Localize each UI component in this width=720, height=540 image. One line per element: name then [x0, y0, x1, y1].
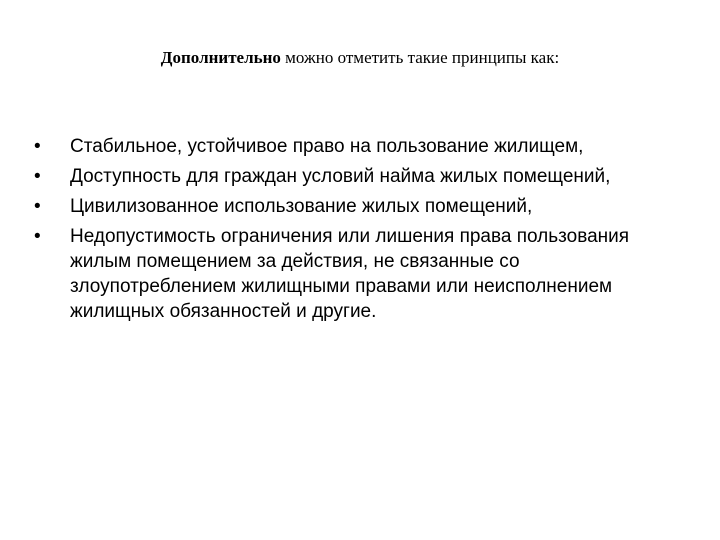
- bullet-text: Стабильное, устойчивое право на пользование жилищем,: [70, 136, 584, 157]
- bullet-item-3: [0, 194, 720, 219]
- bullet-icon: •: [34, 166, 41, 187]
- bullet-text: Недопустимость ограничения или лишения права пользования жилым помещением за действия, не связанные со злоупотреблением жилищными правами или неисполнением жилищных обязанностей и другие.: [70, 226, 630, 322]
- slide-title-bold: Дополнительно: [160, 48, 281, 67]
- bullet-item-2: [0, 164, 720, 189]
- bullet-item-4: [0, 224, 720, 324]
- bullet-text: Доступность для граждан условий найма жилых помещений,: [70, 166, 611, 187]
- bullet-list: [0, 134, 720, 329]
- bullet-item-1: [0, 134, 720, 159]
- slide-title-rest: можно отметить такие принципы как:: [280, 48, 560, 67]
- bullet-icon: •: [34, 226, 41, 247]
- bullet-icon: •: [34, 196, 41, 217]
- slide-title: [0, 46, 720, 70]
- bullet-text: Цивилизованное использование жилых помещений,: [70, 196, 533, 217]
- bullet-icon: •: [34, 136, 41, 157]
